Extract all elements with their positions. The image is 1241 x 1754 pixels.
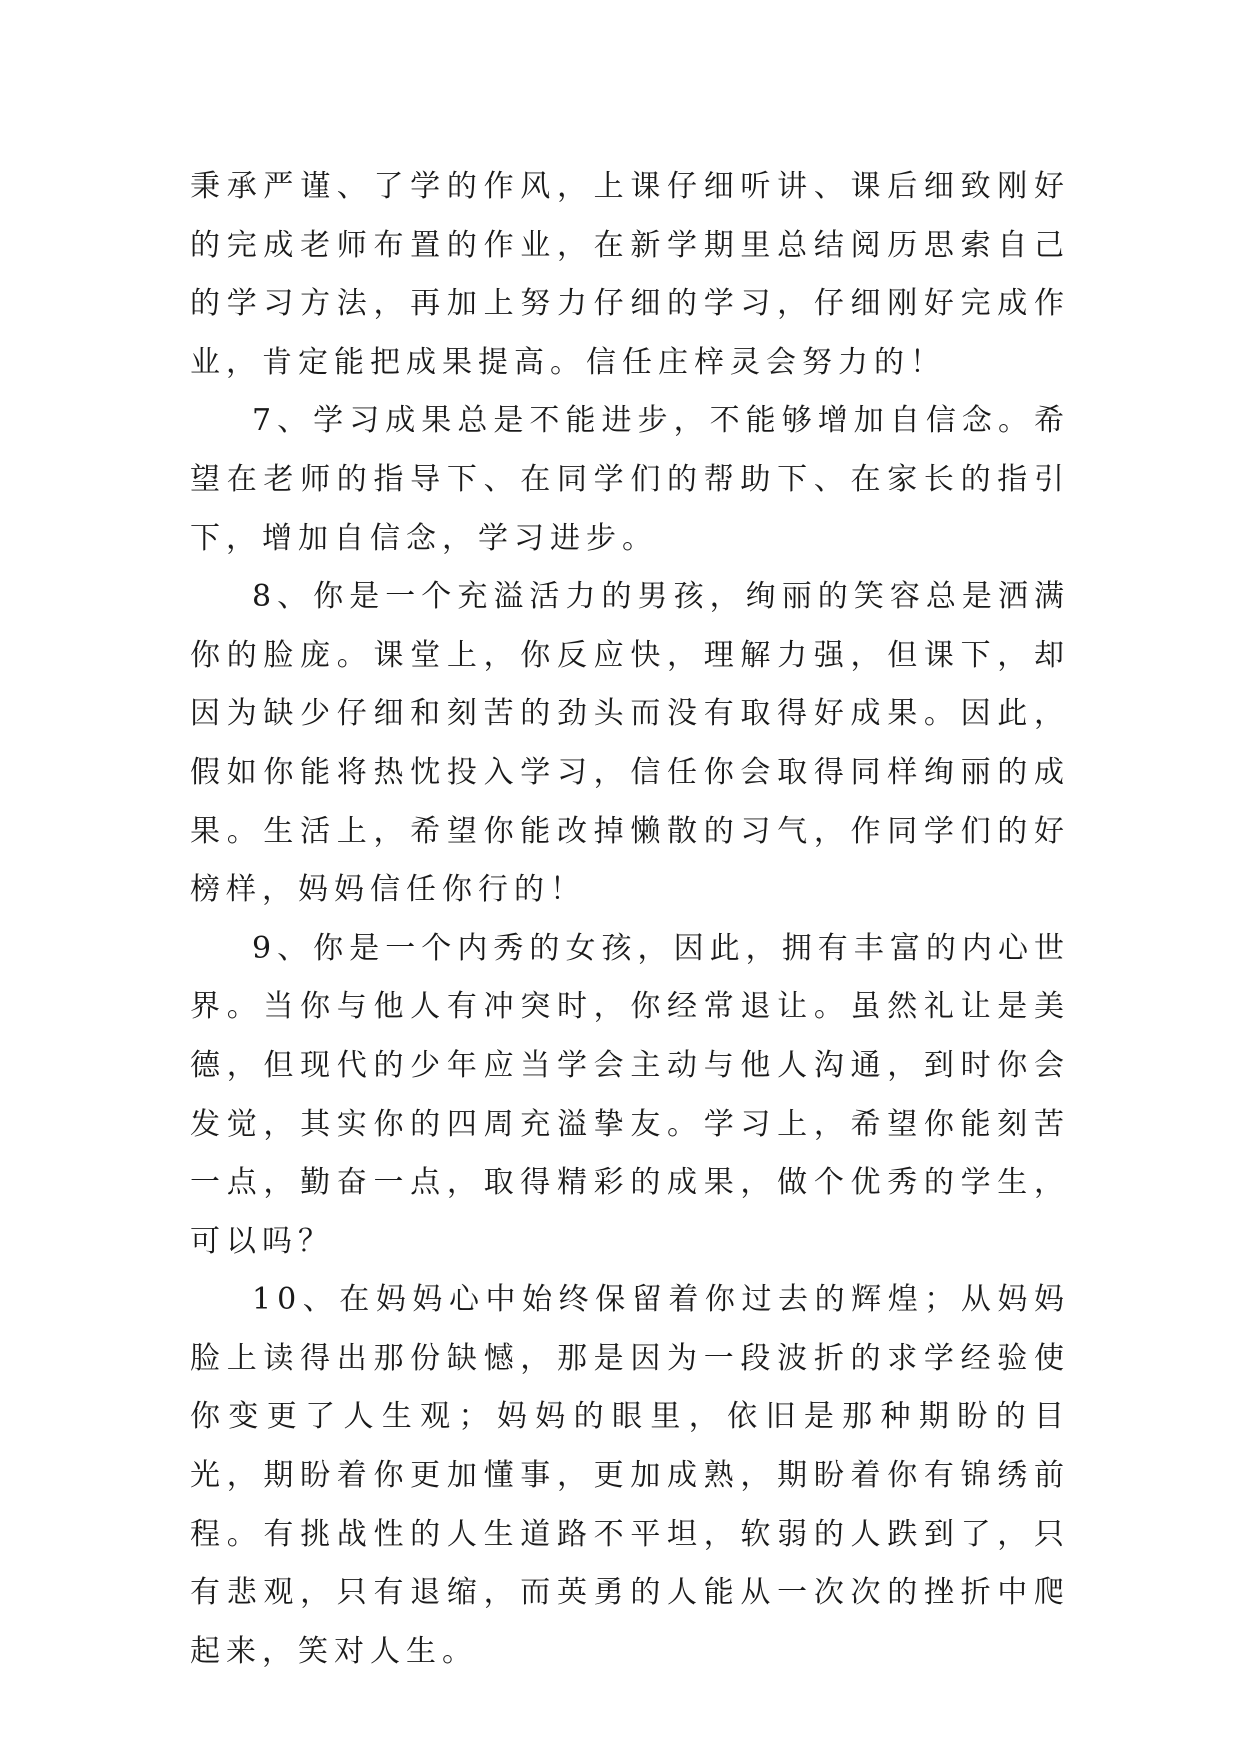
body-text — [190, 158, 1070, 1681]
paragraph-continuation: 秉承严谨、了学的作风，上课仔细听讲、课后细致刚好的完成老师布置的作业，在新学期里总结阅历思索自己的学习方法，再加上努力仔细的学习，仔细刚好完成作业，肯定能把成果提高。信任庄梓灵会努力的！ — [190, 169, 1070, 380]
paragraph-9: 9、你是一个内秀的女孩，因此，拥有丰富的内心世界。当你与他人有冲突时，你经常退让。虽然礼让是美德，但现代的少年应当学会主动与他人沟通，到时你会发觉，其实你的四周充溢挚友。学习上，希望你能刻苦一点，勤奋一点，取得精彩的成果，做个优秀的学生，可以吗？ — [190, 930, 1070, 1259]
paragraph-7: 7、学习成果总是不能进步，不能够增加自信念。希望在老师的指导下、在同学们的帮助下、在家长的指引下，增加自信念，学习进步。 — [190, 403, 1070, 556]
paragraph-10: 10、在妈妈心中始终保留着你过去的辉煌；从妈妈脸上读得出那份缺憾，那是因为一段波折的求学经验使你变更了人生观；妈妈的眼里，依旧是那种期盼的目光，期盼着你更加懂事，更加成熟，期盼着你有锦绣前程。有挑战性的人生道路不平坦，软弱的人跌到了，只有悲观，只有退缩，而英勇的人能从一次次的挫折中爬起来，笑对人生。 — [190, 1282, 1070, 1669]
paragraph-8: 8、你是一个充溢活力的男孩，绚丽的笑容总是洒满你的脸庞。课堂上，你反应快，理解力强，但课下，却因为缺少仔细和刻苦的劲头而没有取得好成果。因此，假如你能将热忱投入学习，信任你会取得同样绚丽的成果。生活上，希望你能改掉懒散的习气，作同学们的好榜样，妈妈信任你行的！ — [190, 579, 1070, 908]
